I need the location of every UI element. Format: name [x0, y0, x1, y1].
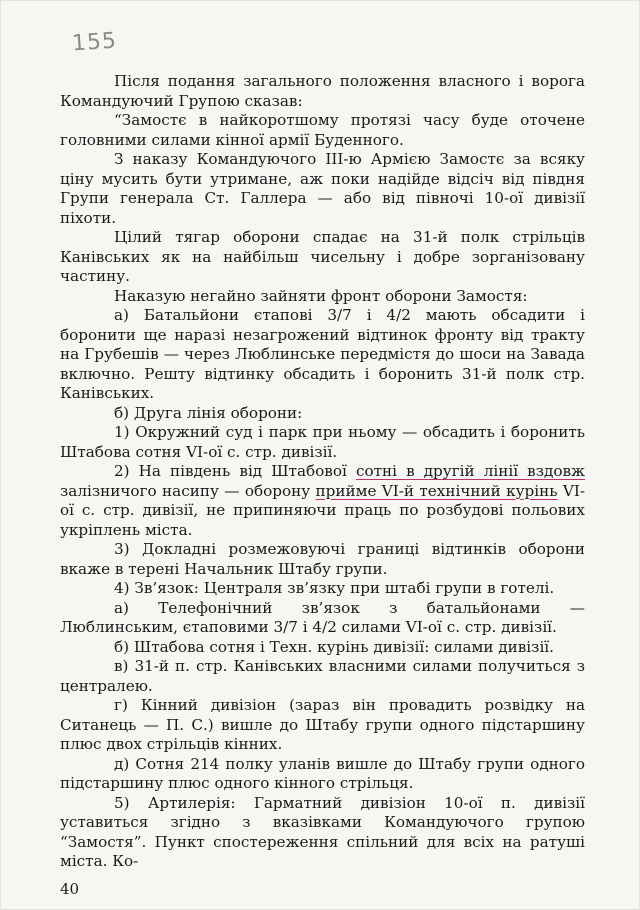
pen-underline: сотні в другій лінії вздовж	[355, 462, 585, 480]
paragraph: д) Сотня 214 полку уланів вишле до Штабу групи одного підстаршину плюс одного кінного стрільця.	[60, 754, 585, 792]
paragraph-annotated	[60, 462, 585, 540]
paragraph: 4) Зв’язок: Централя зв’язку при штабі групи в готелі.	[114, 579, 555, 597]
paragraph: Наказую негайно зайняти фронт оборони Замостя:	[114, 286, 528, 305]
text-run: залізничого насипу — оборону	[60, 481, 316, 500]
paragraph: “Замостє в найкоротшому протязі часу буде оточене головними силами кінної армії Буденного.	[60, 111, 585, 149]
paragraph: З наказу Командуючого ІІІ-ю Армією Замостє за всяку ціну мусить бути утримане, аж поки надійде відсіч від півдня Групи генерала Ст. Галлера — або від півночі 10-ої дивізії піхоти.	[60, 150, 585, 227]
paragraph: а) Телефонічний зв’язок з батальйонами — Люблинським, єтаповими 3/7 і 4/2 силами VI-ої с. стр. дивізії.	[60, 598, 585, 636]
text-run: 2) На південь від Штабової	[114, 462, 356, 480]
paragraph: в) 31-й п. стр. Канівських власними силами получиться з централею.	[60, 657, 585, 695]
paragraph: 5) Артилерія: Гарматний дивізіон 10-ої п. дивізії уставиться згідно з вказівками Командуючого групою “Замостя”. Пункт спостереження спільний для всіх на ратуші міста. Ко-	[60, 793, 585, 870]
paragraph: б) Штабова сотня і Техн. курінь дивізії: силами дивізії.	[114, 637, 554, 656]
paragraph: а) Батальйони єтапові 3/7 і 4/2 мають обсадити і боронити ще наразі незагрожений відтинок фронту від тракту на Грубешів — через Люблинське передмістя до шоси на Завада включно. Решту відтинку обсадить і боронить 31-й полк стр. Канівських.	[60, 306, 585, 402]
paragraph: Після подання загального положення власного і ворога Командуючий Групою сказав:	[60, 72, 585, 110]
paragraph: г) Кінний дивізіон (зараз він провадить розвідку на Ситанець — П. С.) вишле до Штабу групи одного підстаршину плюс двох стрільців кінних.	[60, 696, 585, 753]
document-body	[60, 72, 585, 872]
text-run: VI-ої с. стр. дивізії, не припиняючи праць по розбудові польових укріплень міста.	[60, 481, 585, 539]
paragraph: 1) Окружний суд і парк при ньому — обсадить і боронить Штабова сотня VI-ої с. стр. дивізії.	[60, 423, 585, 461]
pen-underline: прийме VI-й технічний курінь	[315, 481, 558, 500]
handwritten-page-number: 155	[71, 28, 118, 57]
paragraph: Цілий тягар оборони спадає на 31-й полк стрільців Канівських як на найбільш чисельну і добре зорганізовану частину.	[60, 228, 585, 285]
paragraph: б) Друга лінія оборони:	[114, 403, 303, 422]
paragraph: 3) Докладні розмежовуючі границі відтинків оборони вкаже в терені Начальник Штабу групи.	[60, 540, 585, 578]
page-number: 40	[60, 880, 80, 898]
